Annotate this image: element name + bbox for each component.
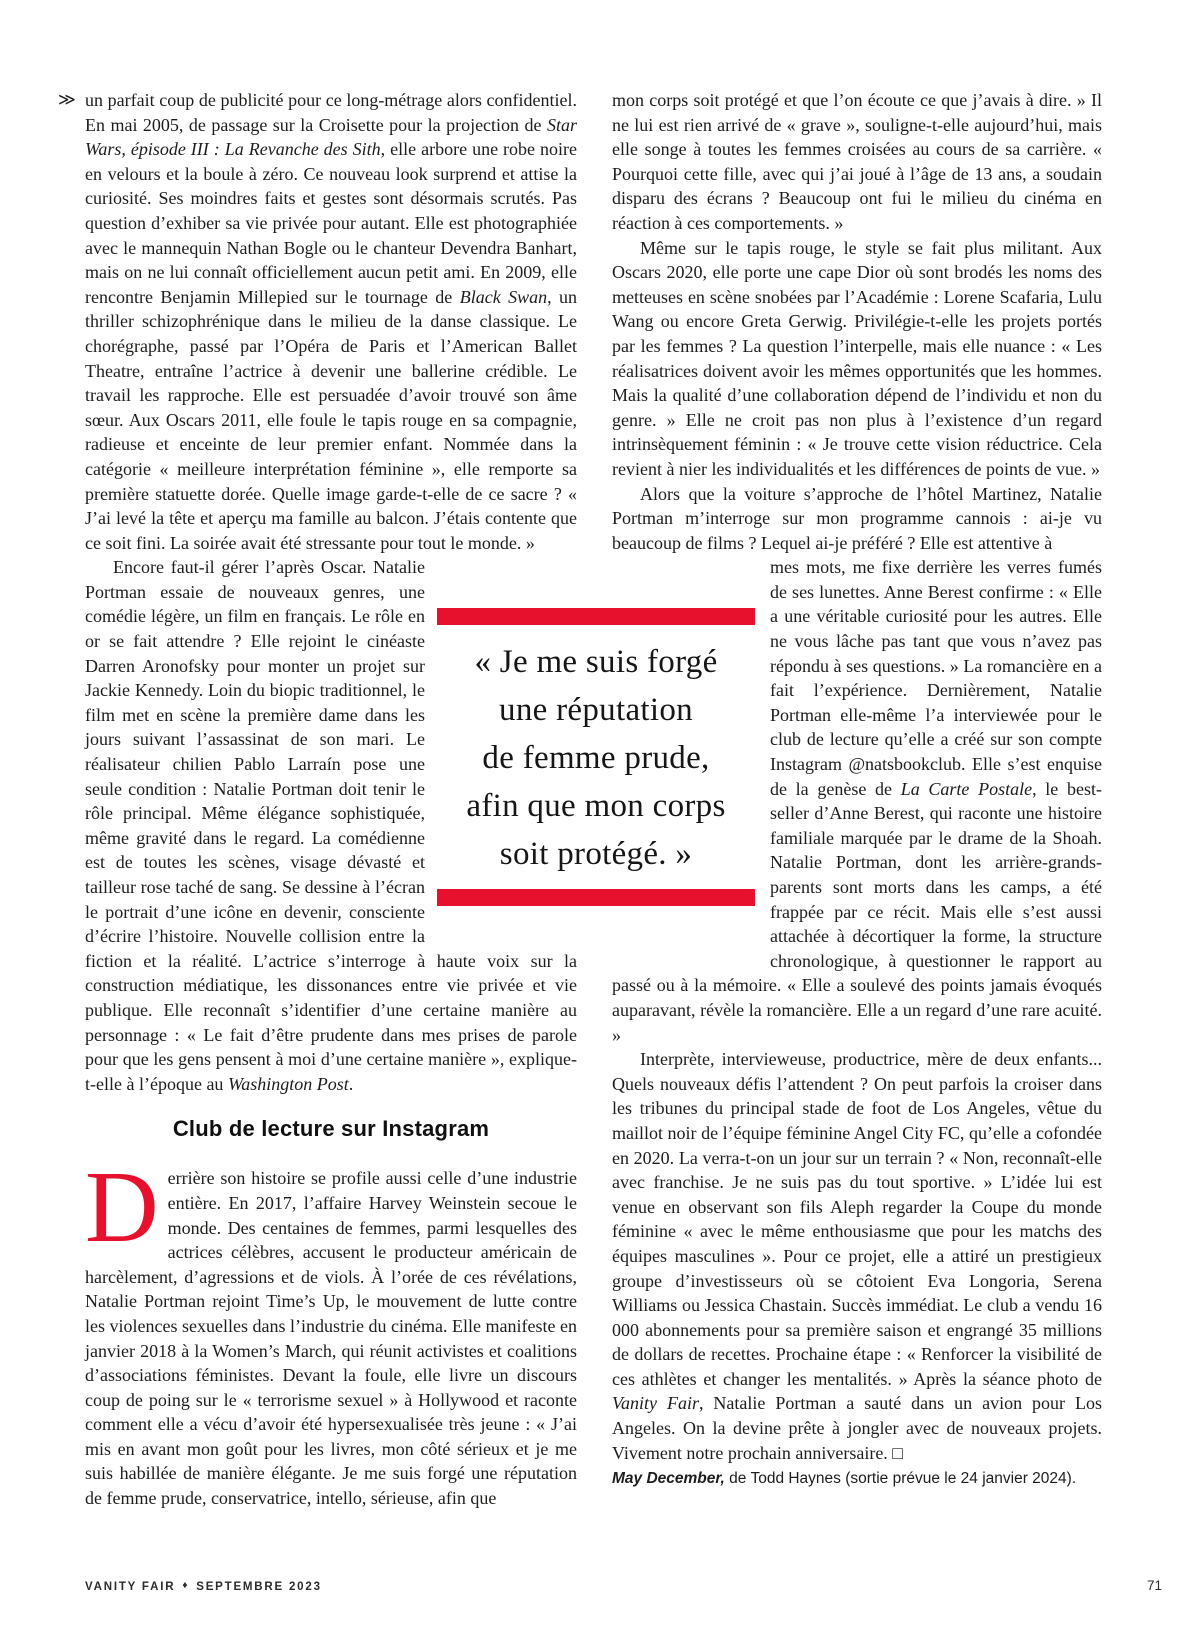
- paragraph-martinez-intro: [612, 482, 1102, 556]
- pull-quote-text: [437, 625, 755, 889]
- text-segment: Alors que la voiture s’approche de l’hôtel Martinez, Natalie Portman m’interroge sur mon programme cannois : ai-je vu beaucoup de films ? Lequel ai-je préféré ? Elle est attentive à: [612, 483, 1102, 553]
- continuation-arrow-icon: ≫: [58, 90, 76, 109]
- text-segment: La Carte Postale: [900, 778, 1033, 799]
- pull-quote-bottom-bar: [437, 889, 755, 906]
- text-segment: Même sur le tapis rouge, le style se fait plus militant. Aux Oscars 2020, elle porte une cape Dior où sont brodés les noms des metteuses en scène snobées par l’Académie : Lorene Scafaria, Lulu Wang ou encore Greta Gerwig. Privilégie-t-elle les projets portés par les femmes ? La question l’interpelle, mais elle nuance : « Les réalisatrices doivent avoir les mêmes opportunités que les hommes. Mais la qualité d’une collaboration dépend de l’individu et non du genre. » Elle ne croit pas non plus à l’existence d’un regard intrinsèquement féminin : « Je trouve cette vision réductrice. Cela revient à nier les individualités et les différences de points de vue. »: [612, 237, 1102, 479]
- text-segment: un parfait coup de publicité pour ce long-métrage alors confidentiel. En mai 2005, de passage sur la Croisette pour la projection de: [85, 90, 577, 135]
- paragraph-cannes-oscar: [58, 88, 578, 555]
- paragraph-angel-city: [612, 1047, 1102, 1465]
- footer-brand: VANITY FAIR: [85, 1581, 176, 1593]
- pull-quote-line: une réputation: [499, 692, 693, 728]
- text-segment: Encore faut-il gérer l’après Oscar. Natalie Portman essaie de nouveaux genres, une comédie légère, un film en français. Le rôle en or se fait attendre ? Elle rejoint le cinéaste Darren Aronofsky pour monter un projet sur Jackie Kennedy. Loin du biopic traditionnel, le film met en scène la première dame dans les jours suivant l’assassinat de son mari. Le réalisateur chilien Pablo Larraín pose une seule condition : Natalie Portman doit tenir le rôle principal. Même élégance sophistiquée, même gravité dans le regard. La comédienne est de toutes les scènes, visage dévasté et tailleur rose taché de sang. Se dessine à l’écran le portrait d’une icône en devenir, consciente d’écrire l’histoire. Nouvelle collision entre la fiction et la réalité. L’actrice s’interroge à haute voix sur la construction médiatique, les dissonances entre vie privée et vie publique. Elle reconnaît s’identifier d’une certaine manière au personnage : « Le fait d’être prudente dans mes prises de parole pour que les gens pensent à moi d’une certaine manière », explique-t-elle à l’époque au: [85, 557, 577, 1094]
- footer-magazine-info: [85, 1581, 322, 1593]
- paragraph-corps-protege: [612, 88, 1102, 236]
- text-segment: Black Swan: [459, 286, 548, 307]
- page-number: 71: [1146, 1578, 1162, 1593]
- text-segment: Star Wars, épisode III : La Revanche des Sith: [85, 114, 577, 160]
- text-segment: , elle arbore une robe noire en velours et la boule à zéro. Ce nouveau look surprend et attise la curiosité. Ses moindres faits et gestes sont désormais scrutés. Pas question d’exhiber sa vie privée pour autant. Elle est photographiée avec le mannequin Nathan Bogle ou le chanteur Devendra Banhart, mais on ne lui connaît officiellement aucun petit ami. En 2009, elle rencontre Benjamin Millepied sur le tournage de: [85, 139, 577, 307]
- text-segment: Vanity Fair: [612, 1393, 699, 1414]
- text-segment: errière son histoire se profile aussi celle d’une industrie entière. En 2017, l’affaire Harvey Weinstein secoue le monde. Des centaines de femmes, parmi lesquelles des actrices célèbres, accusent le producteur américain de harcèlement, d’agressions et de viols. À l’orée de ces révélations, Natalie Portman rejoint Time’s Up, le mouvement de lutte contre les violences sexuelles dans l’industrie du cinéma. Elle manifeste en janvier 2018 à la Women’s March, qui réunit activistes et coalitions d’associations féministes. Devant la foule, elle livre un discours coup de poing sur le « terrorisme sexuel » à Hollywood et raconte comment elle a vécu d’avoir été hypersexualisée très jeune : « J’ai mis en avant mon goût pour les livres, mon côté sérieux et je me suis habillée de manière élégante. Je me suis forgé une réputation de femme prude, conservatrice, intello, sérieuse, afin que: [85, 1168, 577, 1509]
- text-segment: .: [348, 1073, 354, 1094]
- text-segment: Interprète, intervieweuse, productrice, mère de deux enfants... Quels nouveaux défis l’attendent ? On peut parfois la croiser dans les tribunes du principal stade de foot de Los Angeles, vêtue du maillot noir de l’équipe féminine Angel City FC, qu’elle a cofondée en 2020. La verra-t-on un jour sur un terrain ? « Non, reconnaît-elle avec franchise. Je ne suis pas du tout sportive. » L’idée lui est venue en observant son fils Aleph regarder la Coupe du monde féminine « avec le même enthousiasme que pour les matchs des équipes masculines ». Pour ce projet, elle a attiré un prestigieux groupe d’investisseurs où se côtoient Eva Longoria, Serena Williams ou Jessica Chastain. Succès immédiat. Le club a vendu 16 000 abonnements pour sa première saison et engrangé 35 millions de dollars de recettes. Prochaine étape : « Renforcer la visibilité de ces athlètes et changer les mentalités. » Après la séance photo de: [612, 1049, 1102, 1389]
- paragraph-tapis-rouge: [612, 236, 1102, 482]
- text-segment: , Natalie Portman a sauté dans un avion pour Los Angeles. On la devine prête à jongler avec de nouveaux projets. Vivement notre prochain anniversaire. □: [612, 1393, 1102, 1463]
- pull-quote-line: de femme prude,: [482, 740, 710, 776]
- pull-quote-line: soit protégé. »: [499, 836, 693, 872]
- section-heading: Club de lecture sur Instagram: [172, 1116, 490, 1142]
- footer: [85, 1578, 1162, 1593]
- footer-issue-date: SEPTEMBRE 2023: [196, 1581, 322, 1593]
- diamond-icon: ♦: [182, 1580, 190, 1591]
- credit-film-title: May December,: [612, 1470, 725, 1488]
- drop-cap: D: [85, 1151, 159, 1265]
- credit-line: [612, 1467, 1102, 1491]
- pull-quote: [437, 608, 755, 906]
- pull-quote-top-bar: [437, 608, 755, 625]
- text-segment: , un thriller schizophrénique dans le milieu de la danse classique. Le chorégraphe, passé par l’Opéra de Paris et l’American Ballet Theatre, entraîne l’actrice à devenir une ballerine crédible. Le travail les rapproche. Elle est persuadée d’avoir trouvé son âme sœur. Aux Oscars 2011, elle foule le tapis rouge en sa compagnie, radieuse et enceinte de leur premier enfant. Nommée dans la catégorie « meilleure interprétation féminine », elle remporte sa première statuette dorée. Quelle image garde-t-elle de ce sacre ? « J’ai levé la tête et aperçu ma famille au balcon. J’étais contente que ce soit fini. La soirée avait été stressante pour tout le monde. »: [85, 286, 578, 553]
- pull-quote-line: « Je me suis forgé: [474, 644, 718, 680]
- text-segment: Washington Post: [227, 1073, 349, 1094]
- credit-text: de Todd Haynes (sortie prévue le 24 janvier 2024).: [724, 1470, 1077, 1488]
- paragraph-industrie: [85, 1151, 577, 1510]
- text-segment: , le best-seller d’Anne Berest, qui raconte une histoire familiale marquée par le drame de la Shoah. Natalie Portman, dont les arrière-grands-parents sont morts dans les camps, a été frappée par ce récit. Mais elle s’est aussi attachée à décortiquer la forme, la structure chronologique, à questionner le rapport au passé ou à la mémoire. « Elle a soulevé des points jamais évoqués auparavant, révèle la romancière. Elle a un regard d’une rare acuité. »: [612, 778, 1102, 1045]
- pull-quote-line: afin que mon corps: [466, 788, 726, 824]
- text-segment: mon corps soit protégé et que l’on écoute ce que j’avais à dire. » Il ne lui est rien arrivé de « grave », souligne-t-elle aujourd’hui, mais elle songe à toutes les femmes croisées au cours de sa carrière. « Pourquoi cette fille, avec qui j’ai joué à l’âge de 13 ans, a soudain disparu des écrans ? Beaucoup ont fui le milieu du cinéma en réaction à ces comportements. »: [612, 90, 1102, 233]
- text-segment: mes mots, me fixe derrière les verres fumés de ses lunettes. Anne Berest confirme : « Elle a une véritable curiosité pour les autres. Elle ne vous lâche pas tant que vous n’avez pas répondu à ses questions. » La romancière en a fait l’expérience. Dernièrement, Natalie Portman elle-même l’a interviewée pour le club de lecture qu’elle a créé sur son compte Instagram @natsbookclub. Elle s’est enquise de la genèse de: [770, 557, 1102, 799]
